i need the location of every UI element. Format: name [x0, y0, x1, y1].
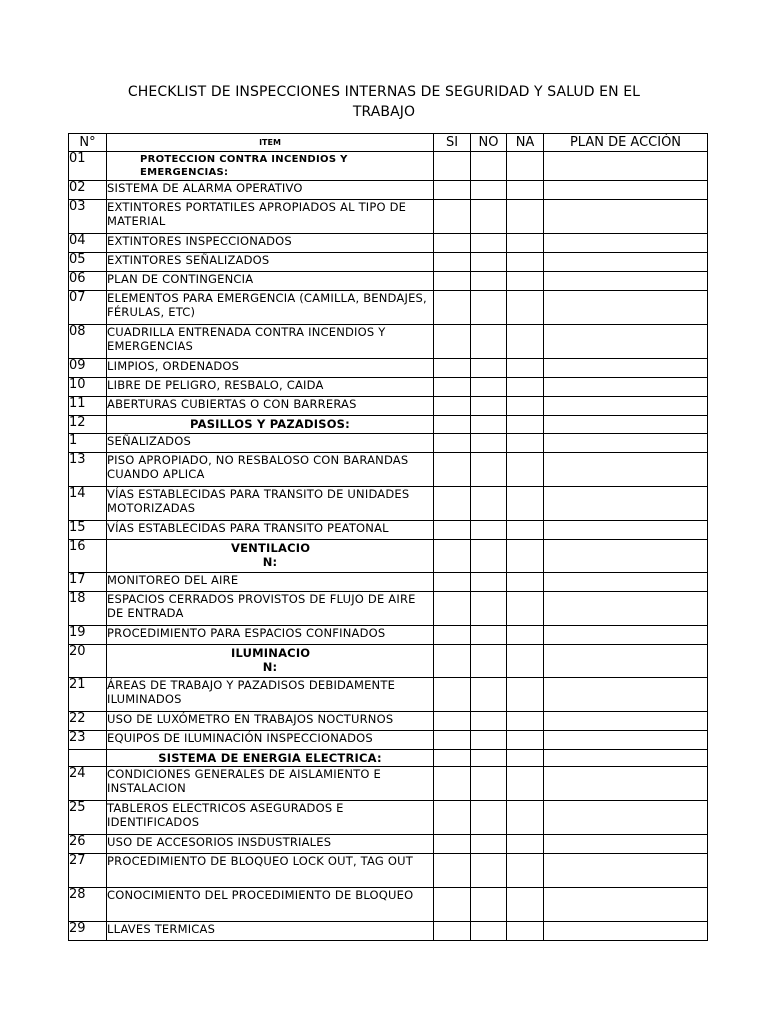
item-text: PROCEDIMIENTO PARA ESPACIOS CONFINADOS: [107, 626, 434, 645]
table-row: [69, 359, 708, 378]
si-cell[interactable]: [434, 712, 471, 731]
item-text: VÍAS ESTABLECIDAS PARA TRANSITO PEATONAL: [107, 521, 434, 540]
table-row: [69, 922, 708, 941]
plan-cell[interactable]: [544, 801, 708, 835]
item-text: MONITOREO DEL AIRE: [107, 573, 434, 592]
na-cell[interactable]: [507, 922, 544, 941]
plan-cell[interactable]: [544, 645, 708, 678]
item-text: PLAN DE CONTINGENCIA: [107, 272, 434, 291]
document-title: [0, 82, 768, 122]
no-cell[interactable]: [471, 626, 507, 645]
item-text: VÍAS ESTABLECIDAS PARA TRANSITO DE UNIDADES MOTORIZADAS: [107, 487, 434, 521]
header-si: SI: [434, 134, 471, 152]
plan-cell[interactable]: [544, 712, 708, 731]
si-cell[interactable]: [434, 731, 471, 750]
si-cell[interactable]: [434, 835, 471, 854]
section-heading: ILUMINACIO N:: [107, 645, 434, 678]
na-cell[interactable]: [507, 540, 544, 573]
si-cell[interactable]: [434, 359, 471, 378]
item-text: ÁREAS DE TRABAJO Y PAZADISOS DEBIDAMENTE ILUMINADOS: [107, 678, 434, 712]
table-row: [69, 253, 708, 272]
na-cell[interactable]: [507, 291, 544, 325]
si-cell[interactable]: [434, 626, 471, 645]
si-cell[interactable]: [434, 767, 471, 801]
no-cell[interactable]: [471, 291, 507, 325]
row-number: 25: [69, 801, 107, 835]
section-heading: PROTECCION CONTRA INCENDIOS Y EMERGENCIAS:: [107, 152, 434, 181]
si-cell[interactable]: [434, 416, 471, 434]
plan-cell[interactable]: [544, 272, 708, 291]
row-number: 06: [69, 272, 107, 291]
table-row: [69, 767, 708, 801]
no-cell[interactable]: [471, 592, 507, 626]
plan-cell[interactable]: [544, 854, 708, 888]
plan-cell[interactable]: [544, 540, 708, 573]
row-number: 17: [69, 573, 107, 592]
plan-cell[interactable]: [544, 888, 708, 922]
na-cell[interactable]: [507, 592, 544, 626]
row-number: 18: [69, 592, 107, 626]
no-cell[interactable]: [471, 712, 507, 731]
no-cell[interactable]: [471, 540, 507, 573]
row-number: 23: [69, 731, 107, 750]
section-heading: VENTILACIO N:: [107, 540, 434, 573]
table-row: [69, 678, 708, 712]
no-cell[interactable]: [471, 434, 507, 453]
no-cell[interactable]: [471, 416, 507, 434]
plan-cell[interactable]: [544, 767, 708, 801]
si-cell[interactable]: [434, 487, 471, 521]
no-cell[interactable]: [471, 645, 507, 678]
na-cell[interactable]: [507, 397, 544, 416]
plan-cell[interactable]: [544, 434, 708, 453]
na-cell[interactable]: [507, 434, 544, 453]
row-number: 14: [69, 487, 107, 521]
table-row: [69, 626, 708, 645]
plan-cell[interactable]: [544, 731, 708, 750]
si-cell[interactable]: [434, 272, 471, 291]
no-cell[interactable]: [471, 378, 507, 397]
row-number: 07: [69, 291, 107, 325]
na-cell[interactable]: [507, 272, 544, 291]
si-cell[interactable]: [434, 540, 471, 573]
na-cell[interactable]: [507, 678, 544, 712]
title-line-2: TRABAJO: [352, 104, 416, 120]
si-cell[interactable]: [434, 592, 471, 626]
plan-cell[interactable]: [544, 487, 708, 521]
si-cell[interactable]: [434, 181, 471, 200]
na-cell[interactable]: [507, 521, 544, 540]
plan-cell[interactable]: [544, 253, 708, 272]
item-text: CONOCIMIENTO DEL PROCEDIMIENTO DE BLOQUEO: [107, 888, 434, 922]
item-text: TABLEROS ELECTRICOS ASEGURADOS E IDENTIFICADOS: [107, 801, 434, 835]
table-row: [69, 750, 708, 767]
no-cell[interactable]: [471, 487, 507, 521]
na-cell[interactable]: [507, 152, 544, 181]
no-cell[interactable]: [471, 767, 507, 801]
plan-cell[interactable]: [544, 835, 708, 854]
row-number: 16: [69, 540, 107, 573]
si-cell[interactable]: [434, 453, 471, 487]
plan-cell[interactable]: [544, 397, 708, 416]
no-cell[interactable]: [471, 750, 507, 767]
table-row: [69, 152, 708, 181]
plan-cell[interactable]: [544, 152, 708, 181]
section-heading: PASILLOS Y PAZADISOS:: [107, 416, 434, 434]
item-text: ESPACIOS CERRADOS PROVISTOS DE FLUJO DE AIRE DE ENTRADA: [107, 592, 434, 626]
item-text: CONDICIONES GENERALES DE AISLAMIENTO E INSTALACION: [107, 767, 434, 801]
item-text: EXTINTORES SEÑALIZADOS: [107, 253, 434, 272]
si-cell[interactable]: [434, 801, 471, 835]
row-number: 13: [69, 453, 107, 487]
plan-cell[interactable]: [544, 922, 708, 941]
table-row: [69, 645, 708, 678]
no-cell[interactable]: [471, 200, 507, 234]
no-cell[interactable]: [471, 731, 507, 750]
row-number: 19: [69, 626, 107, 645]
si-cell[interactable]: [434, 750, 471, 767]
item-text: SISTEMA DE ALARMA OPERATIVO: [107, 181, 434, 200]
item-text: LLAVES TERMICAS: [107, 922, 434, 941]
row-number: 29: [69, 922, 107, 941]
item-text: EQUIPOS DE ILUMINACIÓN INSPECCIONADOS: [107, 731, 434, 750]
table-row: [69, 434, 708, 453]
na-cell[interactable]: [507, 712, 544, 731]
table-row: [69, 181, 708, 200]
item-text: LIBRE DE PELIGRO, RESBALO, CAIDA: [107, 378, 434, 397]
no-cell[interactable]: [471, 888, 507, 922]
table-row: [69, 325, 708, 359]
table-row: [69, 291, 708, 325]
plan-cell[interactable]: [544, 453, 708, 487]
na-cell[interactable]: [507, 416, 544, 434]
header-row: [69, 134, 708, 152]
row-number: 04: [69, 234, 107, 253]
no-cell[interactable]: [471, 922, 507, 941]
header-plan: PLAN DE ACCIÓN: [544, 134, 708, 152]
item-text: ABERTURAS CUBIERTAS O CON BARRERAS: [107, 397, 434, 416]
no-cell[interactable]: [471, 521, 507, 540]
row-number: 21: [69, 678, 107, 712]
no-cell[interactable]: [471, 152, 507, 181]
na-cell[interactable]: [507, 767, 544, 801]
si-cell[interactable]: [434, 645, 471, 678]
item-text: EXTINTORES PORTATILES APROPIADOS AL TIPO DE MATERIAL: [107, 200, 434, 234]
na-cell[interactable]: [507, 359, 544, 378]
no-cell[interactable]: [471, 234, 507, 253]
header-num: N°: [69, 134, 107, 152]
table-row: [69, 416, 708, 434]
item-text: USO DE LUXÓMETRO EN TRABAJOS NOCTURNOS: [107, 712, 434, 731]
si-cell[interactable]: [434, 200, 471, 234]
si-cell[interactable]: [434, 434, 471, 453]
table-row: [69, 540, 708, 573]
item-text: LIMPIOS, ORDENADOS: [107, 359, 434, 378]
no-cell[interactable]: [471, 359, 507, 378]
row-number: 24: [69, 767, 107, 801]
table-row: [69, 521, 708, 540]
plan-cell[interactable]: [544, 416, 708, 434]
plan-cell[interactable]: [544, 234, 708, 253]
table-row: [69, 378, 708, 397]
no-cell[interactable]: [471, 678, 507, 712]
si-cell[interactable]: [434, 378, 471, 397]
na-cell[interactable]: [507, 645, 544, 678]
si-cell[interactable]: [434, 888, 471, 922]
row-number: 11: [69, 397, 107, 416]
na-cell[interactable]: [507, 325, 544, 359]
row-number: 27: [69, 854, 107, 888]
plan-cell[interactable]: [544, 291, 708, 325]
no-cell[interactable]: [471, 272, 507, 291]
header-no: NO: [471, 134, 507, 152]
item-text: ELEMENTOS PARA EMERGENCIA (CAMILLA, BENDAJES, FÉRULAS, ETC): [107, 291, 434, 325]
table-row: [69, 801, 708, 835]
table-row: [69, 397, 708, 416]
item-text: EXTINTORES INSPECCIONADOS: [107, 234, 434, 253]
si-cell[interactable]: [434, 234, 471, 253]
si-cell[interactable]: [434, 854, 471, 888]
na-cell[interactable]: [507, 731, 544, 750]
row-number: 05: [69, 253, 107, 272]
title-line-1: CHECKLIST DE INSPECCIONES INTERNAS DE SEGURIDAD Y SALUD EN EL: [127, 84, 641, 100]
na-cell[interactable]: [507, 750, 544, 767]
row-number: 02: [69, 181, 107, 200]
na-cell[interactable]: [507, 626, 544, 645]
na-cell[interactable]: [507, 378, 544, 397]
no-cell[interactable]: [471, 854, 507, 888]
table-row: [69, 453, 708, 487]
item-text: PISO APROPIADO, NO RESBALOSO CON BARANDAS CUANDO APLICA: [107, 453, 434, 487]
no-cell[interactable]: [471, 835, 507, 854]
na-cell[interactable]: [507, 234, 544, 253]
na-cell[interactable]: [507, 453, 544, 487]
na-cell[interactable]: [507, 487, 544, 521]
plan-cell[interactable]: [544, 378, 708, 397]
na-cell[interactable]: [507, 888, 544, 922]
row-number: 28: [69, 888, 107, 922]
na-cell[interactable]: [507, 253, 544, 272]
plan-cell[interactable]: [544, 359, 708, 378]
no-cell[interactable]: [471, 573, 507, 592]
si-cell[interactable]: [434, 922, 471, 941]
checklist-table: [68, 133, 708, 941]
na-cell[interactable]: [507, 835, 544, 854]
si-cell[interactable]: [434, 325, 471, 359]
row-number: 01: [69, 152, 107, 181]
item-text: SEÑALIZADOS: [107, 434, 434, 453]
row-number: 15: [69, 521, 107, 540]
no-cell[interactable]: [471, 801, 507, 835]
plan-cell[interactable]: [544, 325, 708, 359]
row-number: 20: [69, 645, 107, 678]
no-cell[interactable]: [471, 181, 507, 200]
plan-cell[interactable]: [544, 181, 708, 200]
header-item: ITEM: [107, 134, 434, 152]
plan-cell[interactable]: [544, 750, 708, 767]
no-cell[interactable]: [471, 397, 507, 416]
plan-cell[interactable]: [544, 200, 708, 234]
si-cell[interactable]: [434, 152, 471, 181]
si-cell[interactable]: [434, 573, 471, 592]
row-number: 08: [69, 325, 107, 359]
plan-cell[interactable]: [544, 573, 708, 592]
table-row: [69, 592, 708, 626]
item-text: USO DE ACCESORIOS INSDUSTRIALES: [107, 835, 434, 854]
si-cell[interactable]: [434, 678, 471, 712]
si-cell[interactable]: [434, 253, 471, 272]
table-row: [69, 234, 708, 253]
header-na: NA: [507, 134, 544, 152]
row-number: 1: [69, 434, 107, 453]
si-cell[interactable]: [434, 521, 471, 540]
na-cell[interactable]: [507, 200, 544, 234]
table-row: [69, 712, 708, 731]
table-row: [69, 487, 708, 521]
plan-cell[interactable]: [544, 521, 708, 540]
no-cell[interactable]: [471, 325, 507, 359]
plan-cell[interactable]: [544, 626, 708, 645]
row-number: 22: [69, 712, 107, 731]
plan-cell[interactable]: [544, 678, 708, 712]
table-row: [69, 272, 708, 291]
na-cell[interactable]: [507, 854, 544, 888]
row-number: 03: [69, 200, 107, 234]
na-cell[interactable]: [507, 181, 544, 200]
si-cell[interactable]: [434, 291, 471, 325]
plan-cell[interactable]: [544, 592, 708, 626]
table-row: [69, 854, 708, 888]
item-text: PROCEDIMIENTO DE BLOQUEO LOCK OUT, TAG OUT: [107, 854, 434, 888]
section-heading: SISTEMA DE ENERGIA ELECTRICA:: [107, 750, 434, 767]
row-number: 09: [69, 359, 107, 378]
si-cell[interactable]: [434, 397, 471, 416]
table-row: [69, 573, 708, 592]
item-text: CUADRILLA ENTRENADA CONTRA INCENDIOS Y EMERGENCIAS: [107, 325, 434, 359]
no-cell[interactable]: [471, 453, 507, 487]
no-cell[interactable]: [471, 253, 507, 272]
table-row: [69, 888, 708, 922]
na-cell[interactable]: [507, 573, 544, 592]
row-number: 12: [69, 416, 107, 434]
table-row: [69, 200, 708, 234]
na-cell[interactable]: [507, 801, 544, 835]
row-number: 10: [69, 378, 107, 397]
table-row: [69, 731, 708, 750]
row-number: [69, 750, 107, 767]
row-number: 26: [69, 835, 107, 854]
table-row: [69, 835, 708, 854]
